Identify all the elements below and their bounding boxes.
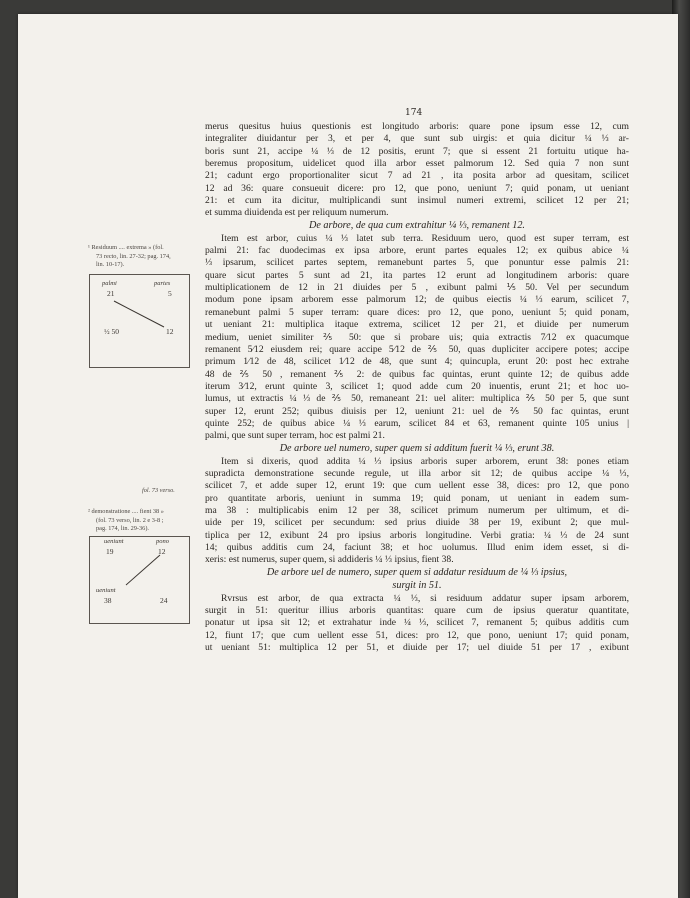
text-line: xeris: est numerus, super quem, si addideris ¼ ⅓ ipsius, fient 38.	[205, 554, 454, 566]
diagram-value: 12	[166, 327, 174, 336]
diagram-value: 19	[106, 547, 114, 556]
section-heading-cont: surgit in 51.	[392, 579, 442, 591]
text-line: iterum 3⁄12, erunt quinte 3, scilicet 1; quod adde cum 20 inuentis, erunt 21; et hoc uo-	[205, 380, 629, 392]
text-line: supradicta demonstratione secunde regule, ut illa arbor sit 12; de quibus accipe ¼ ⅓,	[205, 467, 629, 479]
diagram-label-pono: pono	[156, 538, 169, 545]
text-line: primum 1⁄12 de 48, scilicet 1⁄12 de 48, que sunt 4; quincupla, erunt 20: post hec extrahe	[205, 356, 629, 368]
diagram-value: 5	[168, 289, 172, 298]
diagram-connector-line	[114, 301, 164, 327]
diagram-label-ueniunt: ueniunt	[104, 538, 124, 545]
text-line: Item est arbor, cuius ¼ ⅓ latet sub terra. Residuum uero, quod est super terram, est	[221, 232, 629, 244]
text-line: surgit in 51: queritur illius arboris quantitas: quare cum de ipsius queratur quantitate,	[205, 605, 629, 617]
text-line: ⅓ ipsarum, scilicet partes septem, remanebunt partes 5, que ponuntur esse palmis 21:	[205, 257, 629, 269]
text-line: modum pone ipsam arborem esse palmorum 12; de quibus eiectis ¼ ⅓ earum, scilicet 7,	[205, 294, 629, 306]
text-line: quinte 252; de quibus abice ¼ ⅓ earum, scilicet 84 et 63, remanent quinte 105 unius |	[205, 417, 629, 429]
section-heading: De arbore, de qua cum extrahitur ¼ ⅓, remanent 12.	[309, 219, 525, 231]
margin-note-line: (fol. 73 verso, lin. 2 e 3-8 ;	[96, 516, 164, 524]
page-number: 174	[405, 108, 423, 118]
diagram-value: 38	[104, 596, 112, 605]
margin-note-line: ¹ Residuum .... extrema » (fol.	[88, 244, 164, 251]
text-line: tiplica per 12, exibunt 24 pro ipsius arboris longitudine. Verbi gratia: ¼ ⅓ de 24 sunt	[205, 529, 629, 541]
text-line: 48 de ⅖ 50 , remanent ⅖ 2: de quibus fac quintas, erunt quinte 12; de quibus adde	[205, 368, 629, 380]
text-line: ponatur ut ipsa sit 12; et extrahatur inde ¼ ⅓, scilicet 7, remanent 5; quibus additis cum	[205, 617, 629, 629]
text-line: multiplicationem de 12 in 21 diuides per 5 , exibunt palmi ⅕ 50. Vel per secundum	[205, 282, 629, 294]
text-line: pro quantitate arboris, ueniunt in summa 19; quid ponam, ut ueniant in eadem sum-	[205, 492, 629, 504]
text-line: merus quesitus huius questionis est longitudo arboris: quare pone ipsum esse 12, cum	[205, 121, 629, 132]
text-line: uide per 19, scilicet per secundum: sed prius diuide 38 per 19, exibunt 2; que mul-	[205, 517, 629, 529]
margin-note-line: lin. 10-17).	[96, 261, 125, 268]
text-line: ut ueniant 21: multiplica itaque extrema, scilicet 12 per 21, et diuide per numerum	[205, 319, 629, 331]
text-line: integraliter diuidantur per 3, et per 4, que sunt sub uirgis: et quia dicitur ¼ ⅓ ar-	[205, 133, 629, 145]
text-line: super 12, erunt 252; quibus diuisis per 12, ueniunt 21: uel de ⅖ 50 fac quintas, erunt	[205, 405, 629, 417]
diagram-palmi-partes	[89, 274, 190, 368]
text-line: ma 38 : multiplicabis enim 12 per 38, scilicet primum numerum per ultimum, et di-	[205, 504, 629, 516]
diagram-value: 12	[158, 547, 166, 556]
text-line: lumus, ut extractis ¼ ⅓ de ⅖ 50, remaneant 21: uel aliter: multiplica ⅖ 50 per 5, que sunt	[205, 393, 629, 405]
diagram-label-ueniunt-bottom: ueniunt	[96, 587, 116, 594]
text-line: remanent 5⁄12 eiusdem rei; quare accipe 5⁄12 de ⅖ 50, quas dupliciter accipere potes; accipe	[205, 343, 629, 355]
margin-note-line: pag. 174, lin. 29-36).	[96, 525, 149, 532]
text-line: 12 ad 36: quare consueuit dicere: pro 12, que pono, ueniunt 7; quid ponam, ut ueniant	[205, 182, 629, 194]
text-line: 14; quibus additis cum 24, faciunt 38; et hoc uolumus. Illud enim idem esset, si di-	[205, 542, 629, 553]
margin-note-line: 73 recto, lin. 27-32; pag. 174,	[96, 252, 171, 260]
text-line: medium, ueniet similiter ⅖ 50: que si probare uis; quia extractis 7⁄12 ex quacumque	[205, 331, 629, 343]
section-heading: De arbore uel numero, super quem si additum fuerit ¼ ⅓, erunt 38.	[279, 442, 555, 454]
text-line: palmi 21: fac duodecimas ex ipsa arbore, erunt partes equales 12; ex quibus abice ¼	[205, 245, 629, 257]
margin-note-line: ² demonstratione .... fient 38 »	[88, 508, 164, 515]
margin-note-1	[88, 244, 198, 270]
folio-note: fol. 73 verso.	[142, 487, 175, 494]
diagram-label-partes: partes	[154, 280, 171, 287]
text-line: boris sunt 21, accipe ¼ ⅓ de 12 positis, erunt 7; que si essent 21 fortuitu utique ha-	[205, 145, 629, 157]
diagram-connector-line	[126, 555, 160, 585]
diagram-line-svg	[90, 537, 189, 623]
diagram-ueniunt-pono	[89, 536, 190, 624]
diagram-label-palmi: palmi	[102, 280, 117, 287]
text-line: 21: et cum ita dicitur, multiplicandi sunt insimul numeri extremi, scilicet 12 per 21;	[205, 195, 629, 207]
diagram-line-svg	[90, 275, 189, 367]
section-heading: De arbore uel de numero, super quem si addatur residuum de ¼ ⅓ ipsius,	[266, 566, 568, 578]
diagram-value: 24	[160, 596, 168, 605]
text-line: remanebunt palmi 5 super terram: quare dices: pro 12, que pono, ueniunt 5; quid ponam,	[205, 306, 629, 318]
text-line: ut ueniant 51: multiplica 12 per 51, et diuide per 17; uel diuide 51 per 17 , exibunt	[205, 642, 629, 654]
text-line: Item si dixeris, quod addita ¼ ⅓ ipsius arboris super arborem, erunt 38: pones etiam	[221, 455, 629, 467]
diagram-value: ½ 50	[104, 327, 119, 336]
text-line: et summa diuidenda est per reliquum numerum.	[205, 207, 389, 219]
text-line: scilicet 7, et adde super 12, erunt 19: que cum uellent esse 38, dices: pro 12, que pono	[205, 480, 629, 492]
diagram-value: 21	[107, 289, 115, 298]
text-line: Rvrsus est arbor, de qua extracta ¼ ⅓, si residuum addatur super ipsam arborem,	[221, 592, 629, 604]
text-line: quare sicut partes 5 sunt ad 21, ita partes 12 erunt ad longitudinem arboris: quare	[205, 269, 629, 281]
margin-note-2	[88, 508, 198, 534]
main-text	[205, 121, 629, 654]
text-line: beremus propositum, uidelicet quod illa arbor esset palmorum 12. Sed quia 7 non sunt	[205, 158, 629, 170]
text-line: 21; cadunt ergo proportionaliter sicut 7 ad 21 , ita posita arbor ad quesitam, scilicet	[205, 170, 629, 182]
text-line: palmi, que sunt super terram, hoc est palmi 21.	[205, 430, 385, 442]
text-line: 12, fiunt 17; que cum uellent esse 51, dices: pro 12, que pono, ueniunt 17; quid ponam,	[205, 629, 629, 641]
